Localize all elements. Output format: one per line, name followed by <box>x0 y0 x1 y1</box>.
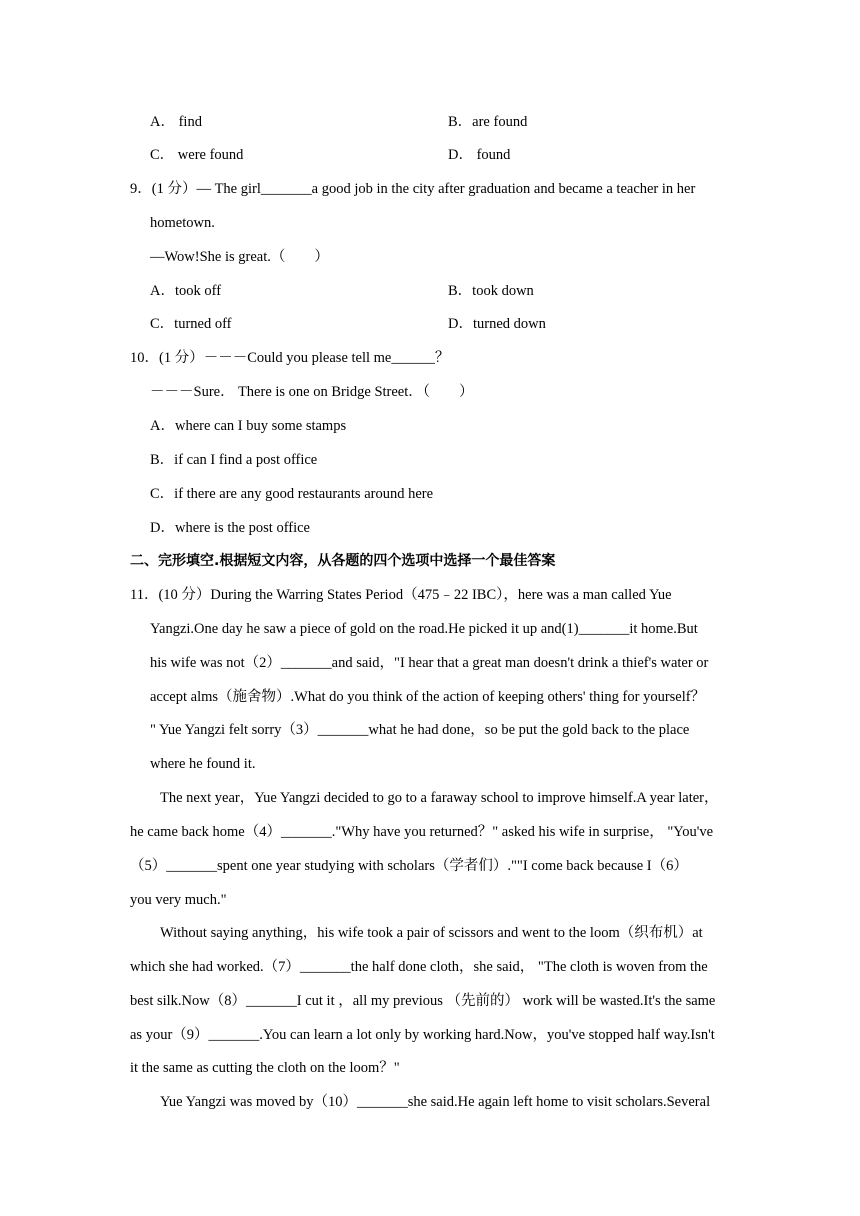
q11-line-2: Yangzi.One day he saw a piece of gold on the road.He picked it up and(1)_______it home.But <box>150 621 698 637</box>
q11-line-3: his wife was not（2）_______and said，"I hear that a great man doesn't drink a thief's water or <box>150 655 709 671</box>
q9-option-c: C．turned off <box>150 316 232 332</box>
q8-option-b: B．are found <box>448 114 528 130</box>
q9-stem-line1: 9．(1 分）— The girl_______a good job in the city after graduation and became a teacher in her <box>130 181 696 197</box>
q11-line-10: you very much." <box>130 892 227 908</box>
q11-line-8: he came back home（4）_______."Why have you returned？" asked his wife in surprise， "You've <box>130 824 714 840</box>
section-heading: 二、完形填空.根据短文内容，从各题的四个选项中选择一个最佳答案 <box>130 553 556 569</box>
q9-option-b: B．took down <box>448 283 534 299</box>
q9-option-d: D．turned down <box>448 316 546 332</box>
q9-stem-line2: hometown. <box>150 215 215 231</box>
q10-stem-line2: －－－Sure． There is one on Bridge Street．（ ） <box>150 384 474 400</box>
q11-line-4: accept alms（施舍物）.What do you think of the action of keeping others' thing for yourself？ <box>150 689 706 705</box>
q11-line-11: Without saying anything，his wife took a pair of scissors and went to the loom（织布机）at <box>160 925 703 941</box>
q11-line-1: 11．(10 分）During the Warring States Period（475﹣22 IBC），here was a man called Yue <box>130 587 672 603</box>
q11-line-5: " Yue Yangzi felt sorry（3）_______what he had done，so be put the gold back to the place <box>150 722 690 738</box>
q11-line-14: as your（9）_______.You can learn a lot only by working hard.Now，you've stopped half way.Isn't <box>130 1027 715 1043</box>
q11-line-7: The next year，Yue Yangzi decided to go to a faraway school to improve himself.A year later， <box>160 790 719 806</box>
q9-stem-line3: —Wow!She is great.（ ） <box>150 249 329 265</box>
q10-stem-line1: 10．(1 分）－－－Could you please tell me______？ <box>130 350 450 366</box>
q11-line-13: best silk.Now（8）_______I cut it ，all my previous （先前的） work will be wasted.It's the same <box>130 993 716 1009</box>
q11-line-15: it the same as cutting the cloth on the loom？" <box>130 1060 400 1076</box>
q11-line-16: Yue Yangzi was moved by（10）_______she said.He again left home to visit scholars.Several <box>160 1094 711 1110</box>
q10-option-b: B．if can I find a post office <box>150 452 318 468</box>
q9-option-a: A．took off <box>150 283 222 299</box>
q10-option-a: A．where can I buy some stamps <box>150 418 347 434</box>
q10-option-d: D．where is the post office <box>150 520 310 536</box>
q8-option-c: C． were found <box>150 147 244 163</box>
q10-option-c: C．if there are any good restaurants around here <box>150 486 434 502</box>
q11-line-9: （5）_______spent one year studying with scholars（学者们）.""I come back because I（6） <box>130 858 688 874</box>
q11-line-12: which she had worked.（7）_______the half done cloth，she said， "The cloth is woven from the <box>130 959 708 975</box>
q8-option-d: D． found <box>448 147 511 163</box>
q11-line-6: where he found it. <box>150 756 256 772</box>
q8-option-a: A． find <box>150 114 202 130</box>
